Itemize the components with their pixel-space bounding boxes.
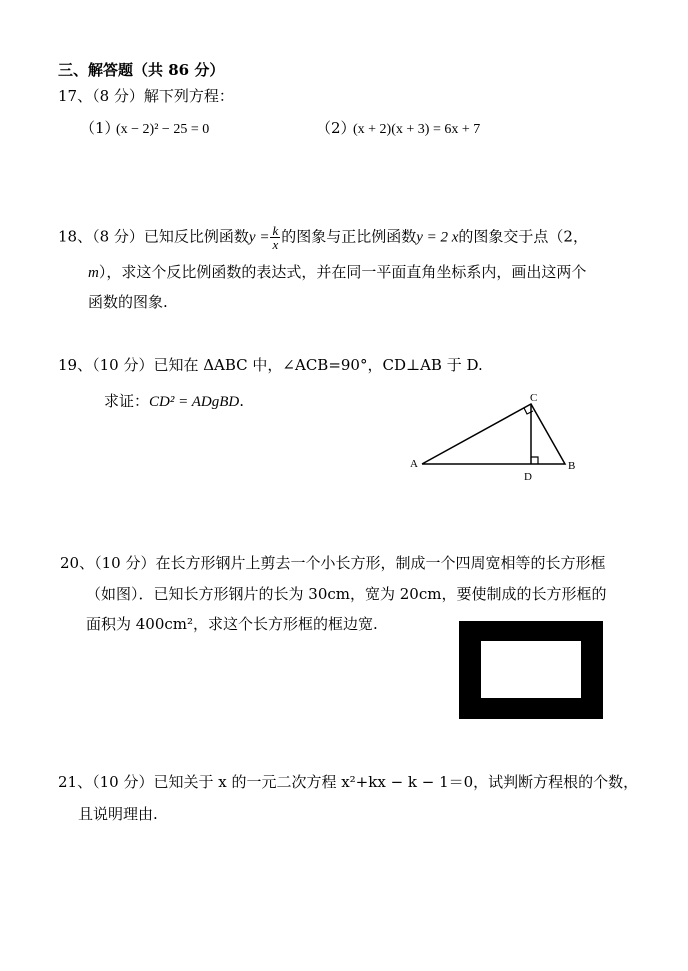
q17-part2-equation: (x + 2)(x + 3) = 6x + 7 — [353, 122, 481, 137]
q18-fraction — [270, 224, 280, 251]
frame-inner-cutout — [481, 641, 581, 698]
q18-line1 — [58, 224, 588, 251]
q18-mid-text: 的图象与正比例函数 — [281, 227, 417, 246]
q19-prove-label: 求证： — [104, 392, 150, 410]
q19-prove-equation: CD² = ADgBD — [149, 394, 240, 410]
section-title: 三、解答题（共 86 分） — [58, 61, 225, 79]
q19-prove-end: . — [239, 392, 244, 410]
label-a: A — [410, 458, 418, 470]
q21-line2: 且说明理由. — [78, 805, 158, 823]
rectangular-frame-figure — [459, 621, 603, 719]
q18-line2-text: ），求这个反比例函数的表达式，并在同一平面直角坐标系内，画出这两个 — [98, 263, 587, 281]
q18-fraction-denominator: x — [272, 237, 279, 252]
q17-part1-label: （1） — [80, 119, 120, 137]
q19-prove — [104, 391, 244, 412]
label-b: B — [568, 460, 576, 472]
q20-line3: 面积为 400cm²，求这个长方形框的框边宽. — [86, 615, 378, 633]
q17-part1-equation: (x − 2)² − 25 = 0 — [116, 122, 210, 137]
q19-heading: 19、（10 分）已知在 ΔABC 中，∠ACB=90°，CD⊥AB 于 D. — [58, 356, 483, 374]
q18-y-equals: y = — [248, 229, 270, 246]
q18-linear-function: y = 2 x — [416, 229, 459, 246]
q18-number-text: 18、（8 分）已知反比例函数 — [58, 227, 249, 246]
label-c: C — [530, 392, 538, 404]
q18-fraction-numerator: k — [272, 223, 279, 238]
q17-heading: 17、（8 分）解下列方程： — [58, 87, 234, 105]
q21-line1: 21、（10 分）已知关于 x 的一元二次方程 x²+kx − k − 1＝0，试判断方程根的个数， — [58, 773, 639, 791]
right-angle-mark-d — [531, 457, 538, 464]
right-triangle-figure — [400, 388, 590, 483]
q18-tail-text: 的图象交于点（2， — [458, 227, 588, 246]
triangle-abc — [422, 404, 565, 464]
q18-m: m — [88, 265, 99, 281]
q20-line2: （如图）．已知长方形钢片的长为 30cm，宽为 20cm，要使制成的长方形框的 — [86, 585, 607, 603]
q20-line1: 20、（10 分）在长方形钢片上剪去一个小长方形，制成一个四周宽相等的长方形框 — [60, 554, 606, 572]
label-d: D — [524, 471, 532, 483]
q18-line2 — [88, 262, 586, 283]
q18-line3: 函数的图象. — [88, 293, 168, 311]
q17-part2-label: （2） — [316, 119, 356, 137]
